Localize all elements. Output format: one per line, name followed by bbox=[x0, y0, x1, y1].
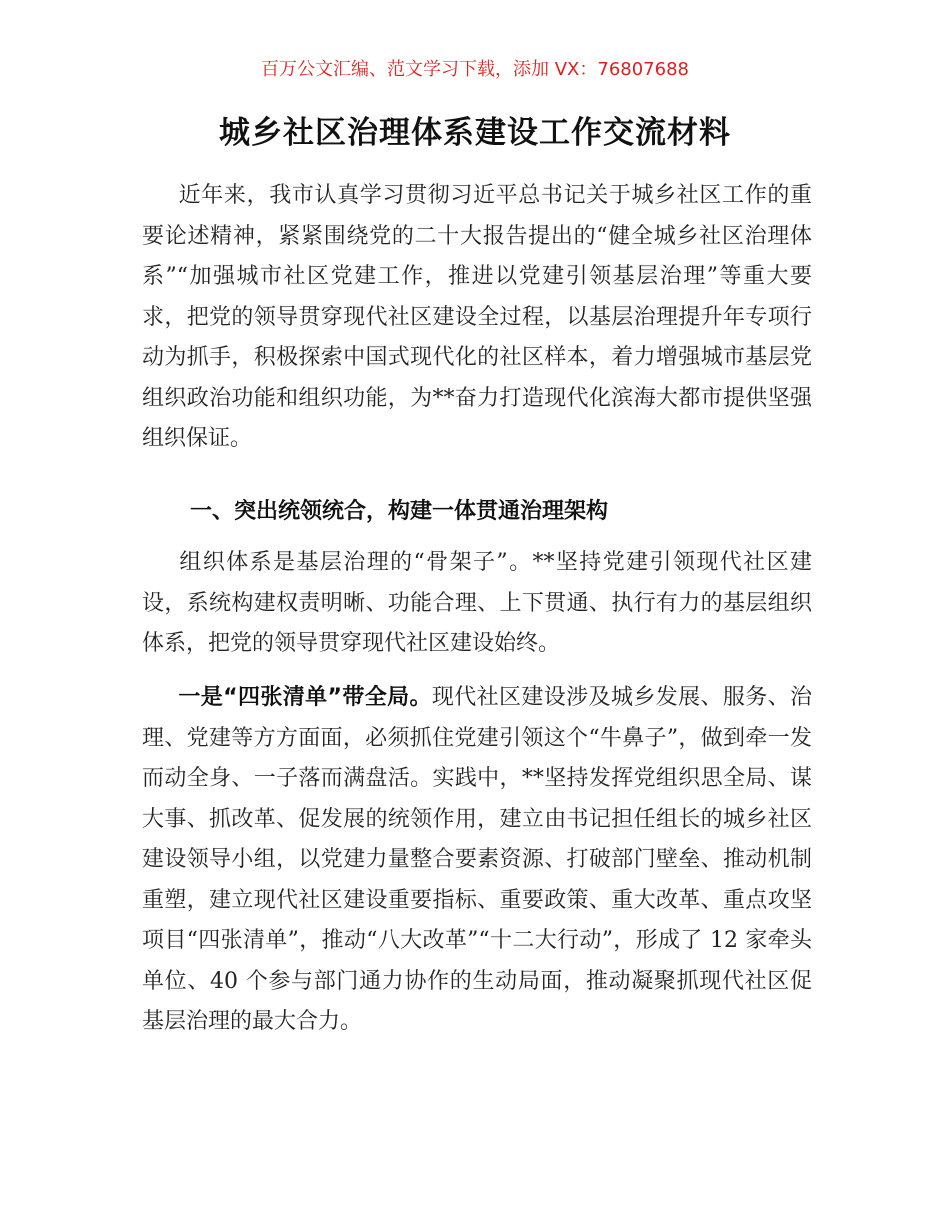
document-title: 城乡社区治理体系建设工作交流材料 bbox=[219, 115, 731, 151]
section-1-intro-paragraph bbox=[142, 543, 812, 665]
intro-paragraph-text: 近年来，我市认真学习贯彻习近平总书记关于城乡社区工作的重要论述精神，紧紧围绕党的二十大报告提出的“健全城乡社区治理体系”“加强城市社区党建工作，推进以党建引领基层治理”等重大要求，把党的领导贯穿现代社区建设全过程，以基层治理提升年专项行动为抓手，积极探索中国式现代化的社区样本，着力增强城市基层党组织政治功能和组织功能，为**奋力打造现代化滨海大都市提供坚强组织保证。 bbox=[142, 183, 812, 451]
point-one-body: 现代社区建设涉及城乡发展、服务、治理、党建等方方面面，必须抓住党建引领这个“牛鼻子”，做到牵一发而动全身、一子落而满盘活。实践中，**坚持发挥党组织思全局、谋大事、抓改革、促发展的统领作用，建立由书记担任组长的城乡社区建设领导小组，以党建力量整合要素资源、打破部门壁垒、推动机制重塑，建立现代社区建设重要指标、重要政策、重大改革、重点攻坚项目“四张清单”，推动“八大改革”“十二大行动”，形成了 12 家牵头单位、40 个参与部门通力协作的生动局面，推动凝聚抓现代社区促基层治理的最大合力。 bbox=[142, 685, 812, 1034]
header-download-note: 百万公文汇编、范文学习下载，添加 VX：76807688 bbox=[261, 59, 689, 80]
intro-paragraph bbox=[142, 176, 812, 460]
section-heading-1: 一、突出统领统合，构建一体贯通治理架构 bbox=[190, 499, 609, 524]
point-one-paragraph bbox=[142, 678, 812, 1043]
point-one-lead: 一是“四张清单”带全局。 bbox=[178, 685, 432, 710]
section-1-intro-text: 组织体系是基层治理的“骨架子”。**坚持党建引领现代社区建设，系统构建权责明晰、功能合理、上下贯通、执行有力的基层组织体系，把党的领导贯穿现代社区建设始终。 bbox=[142, 550, 812, 656]
